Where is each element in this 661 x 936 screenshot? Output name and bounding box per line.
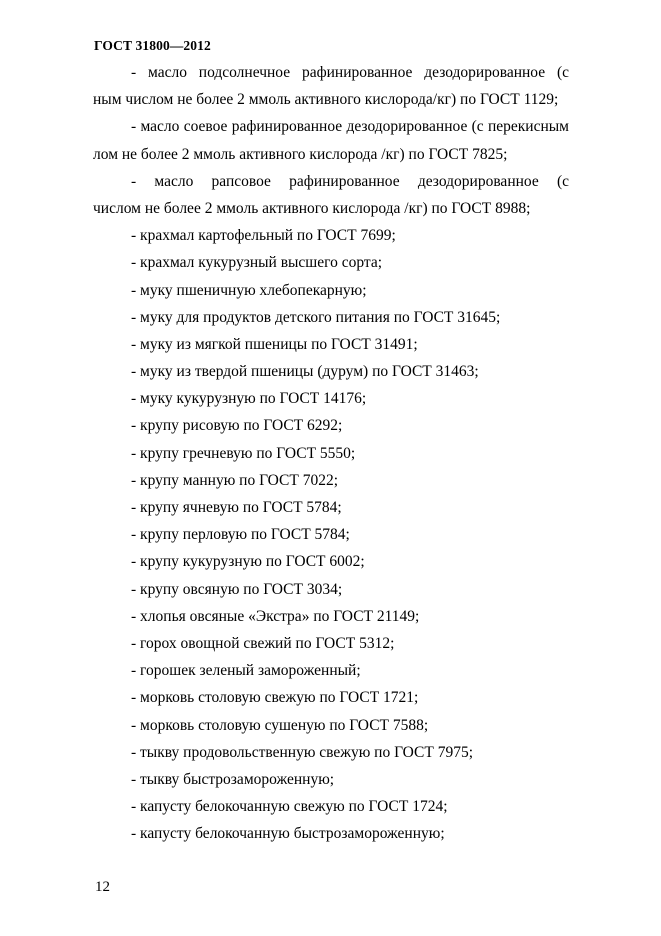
text-line: - муку для продуктов детского питания по ГОСТ 31645; <box>131 308 501 326</box>
text-line: - капусту белокочанную свежую по ГОСТ 1724; <box>131 798 448 816</box>
text-line: - муку пшеничную хлебопекарную; <box>131 281 367 299</box>
document-body <box>93 59 569 847</box>
text-line: лом не более 2 ммоль активного кислорода /кг) по ГОСТ 7825; <box>93 145 508 163</box>
text-line: - хлопья овсяные «Экстра» по ГОСТ 21149; <box>131 607 420 625</box>
text-line: - морковь столовую свежую по ГОСТ 1721; <box>131 689 419 707</box>
document-header: ГОСТ 31800—2012 <box>94 38 211 53</box>
text-line: - крупу гречневую по ГОСТ 5550; <box>131 444 356 462</box>
text-line: - масло рапсовое рафинированное дезодорированное (с <box>131 172 569 190</box>
text-line: - крупу овсяную по ГОСТ 3034; <box>131 580 343 598</box>
text-line: - масло подсолнечное рафинированное дезодорированное (с <box>131 64 569 81</box>
text-line: - крупу манную по ГОСТ 7022; <box>131 471 339 489</box>
text-line: - горох овощной свежий по ГОСТ 5312; <box>131 634 395 652</box>
text-line: - морковь столовую сушеную по ГОСТ 7588; <box>131 716 429 734</box>
text-line: - крупу перловую по ГОСТ 5784; <box>131 526 350 544</box>
text-line: - крупу кукурузную по ГОСТ 6002; <box>131 553 365 571</box>
text-line: - крупу ячневую по ГОСТ 5784; <box>131 499 342 516</box>
text-line: - крупу рисовую по ГОСТ 6292; <box>131 417 343 435</box>
text-line: ным числом не более 2 ммоль активного кислорода/кг) по ГОСТ 1129; <box>93 91 559 109</box>
text-line: - капусту белокочанную быстрозамороженную; <box>131 825 445 843</box>
text-line: - тыкву быстрозамороженную; <box>131 770 335 788</box>
text-line: - муку из твердой пшеницы (дурум) по ГОСТ 31463; <box>131 363 479 381</box>
page-number: 12 <box>95 879 110 895</box>
text-line: числом не более 2 ммоль активного кислорода /кг) по ГОСТ 8988; <box>93 199 531 217</box>
text-line: - масло соевое рафинированное дезодорированное (с перекисным <box>131 118 569 136</box>
text-line: - крахмал картофельный по ГОСТ 7699; <box>131 227 396 245</box>
text-line: - горошек зеленый замороженный; <box>131 662 361 680</box>
text-line: - тыкву продовольственную свежую по ГОСТ 7975; <box>131 743 474 761</box>
text-line: - крахмал кукурузный высшего сорта; <box>131 254 383 272</box>
text-line: - муку из мягкой пшеницы по ГОСТ 31491; <box>131 335 418 353</box>
text-line: - муку кукурузную по ГОСТ 14176; <box>131 390 367 408</box>
